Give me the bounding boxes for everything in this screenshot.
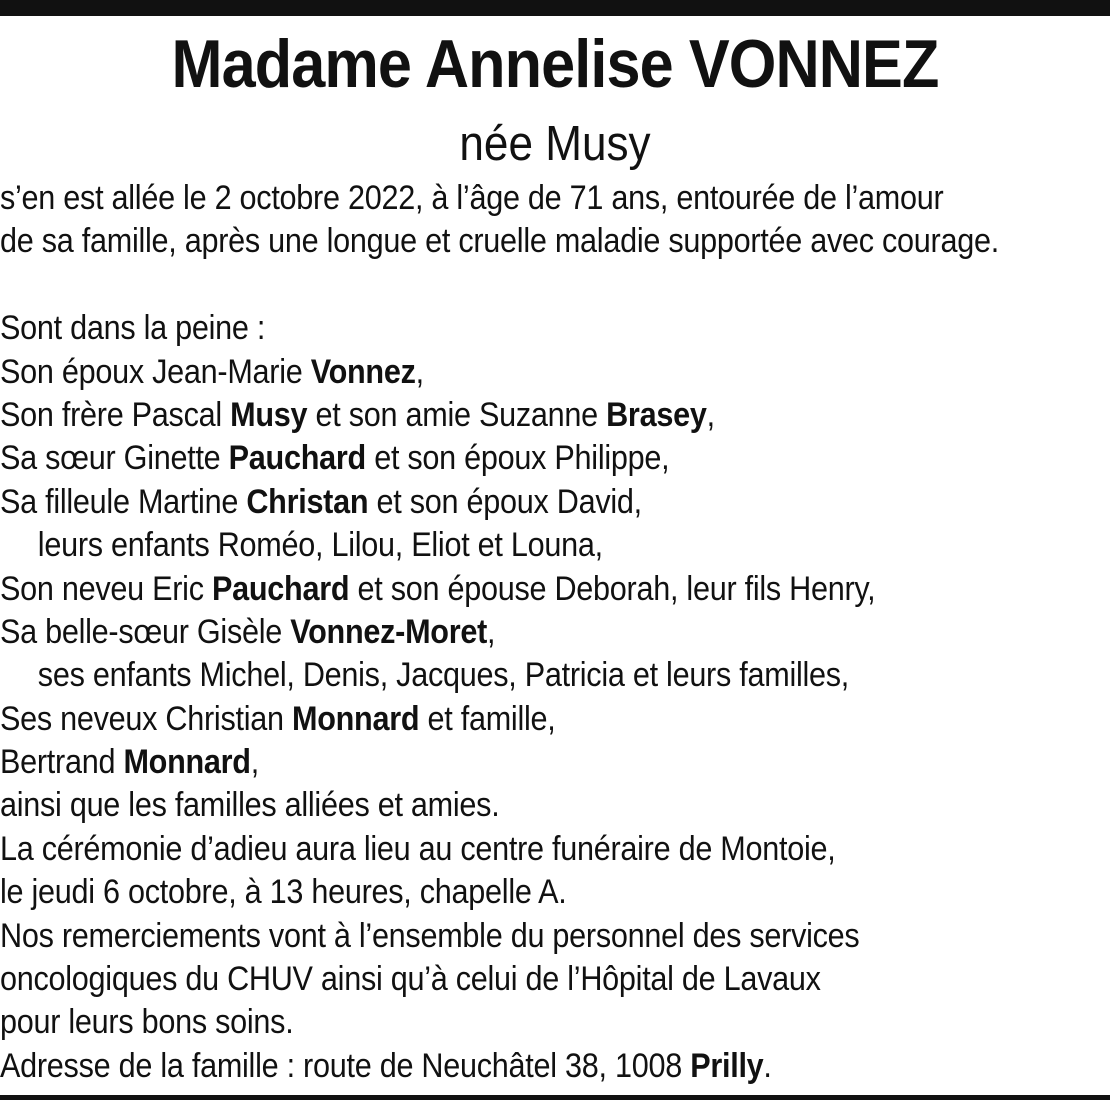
family-address [0,1045,1080,1088]
family-sister-post: et son époux Philippe, [365,439,670,478]
ceremony-line-1: La cérémonie d’adieu aura lieu au centre funéraire de Montoie, [0,829,836,868]
family-brother-mid: et son amie Suzanne [307,395,607,434]
family-spouse-surname: Vonnez [310,352,416,391]
family-sister-in-law-children: ses enfants Michel, Denis, Jacques, Patricia et leurs familles, [37,656,850,695]
family-nephew-text: Son neveu Eric [0,569,212,608]
thanks-line-3: pour leurs bons soins. [0,1003,294,1042]
family-nephew-2-surname: Monnard [123,743,251,782]
family-brother-text: Son frère Pascal [0,395,231,434]
family-sister-in-law-text: Sa belle-sœur Gisèle [0,612,291,651]
family-nephew-surname: Pauchard [211,569,350,608]
family-spouse-text: Son époux Jean-Marie [0,352,311,391]
family-sister-in-law [0,611,1080,654]
family-nephew-2-text: Bertrand [0,743,124,782]
family-sister-in-law-punct: , [487,612,496,651]
notice-body [0,177,1080,1088]
family-brother-punct: , [706,395,715,434]
thanks-line-1: Nos remerciements vont à l’ensemble du personnel des services [0,916,860,955]
family-address-text: Adresse de la famille : route de Neuchâtel 38, 1008 [0,1046,691,1085]
family-address-punct: . [763,1046,772,1085]
intro-line-1: s’en est allée le 2 octobre 2022, à l’âge de 71 ans, entourée de l’amour [0,179,944,217]
family-sister-surname: Pauchard [228,439,366,478]
maiden-name: née Musy [459,117,651,171]
family-goddaughter-children: leurs enfants Roméo, Lilou, Eliot et Louna, [37,526,603,565]
family-brother-partner-surname: Brasey [606,395,707,434]
family-sister [0,437,1080,480]
family-nephews [0,698,1080,741]
top-rule [0,0,1110,16]
family-goddaughter-text: Sa filleule Martine [0,482,247,521]
family-goddaughter-surname: Christan [246,482,369,521]
family-spouse-punct: , [415,352,424,391]
family-nephew-2 [0,741,1080,784]
family-brother [0,394,1080,437]
family-goddaughter-post: et son époux David, [368,482,642,521]
family-nephew [0,568,1080,611]
family-others: ainsi que les familles alliées et amies. [0,786,500,825]
ceremony-line-2: le jeudi 6 octobre, à 13 heures, chapelle A. [0,873,567,912]
family-nephews-text: Ses neveux Christian [0,699,292,738]
mourners-heading: Sont dans la peine : [0,309,266,348]
family-sister-in-law-surname: Vonnez-Moret [290,612,488,651]
family-spouse [0,351,1080,394]
family-sister-text: Sa sœur Ginette [0,439,229,478]
paragraph-gap [0,264,1080,307]
family-nephews-post: et famille, [419,699,556,738]
family-nephews-surname: Monnard [291,699,420,738]
bottom-rule [0,1095,1110,1100]
family-nephew-2-punct: , [250,743,259,782]
thanks-line-2: oncologiques du CHUV ainsi qu’à celui de l’Hôpital de Lavaux [0,960,821,999]
family-brother-surname: Musy [230,395,308,434]
intro-line-2: de sa famille, après une longue et cruelle maladie supportée avec courage. [0,222,999,261]
family-nephew-post: et son épouse Deborah, leur fils Henry, [349,569,876,608]
deceased-name: Madame Annelise VONNEZ [171,26,939,102]
family-goddaughter [0,481,1080,524]
family-address-town: Prilly [690,1046,764,1085]
